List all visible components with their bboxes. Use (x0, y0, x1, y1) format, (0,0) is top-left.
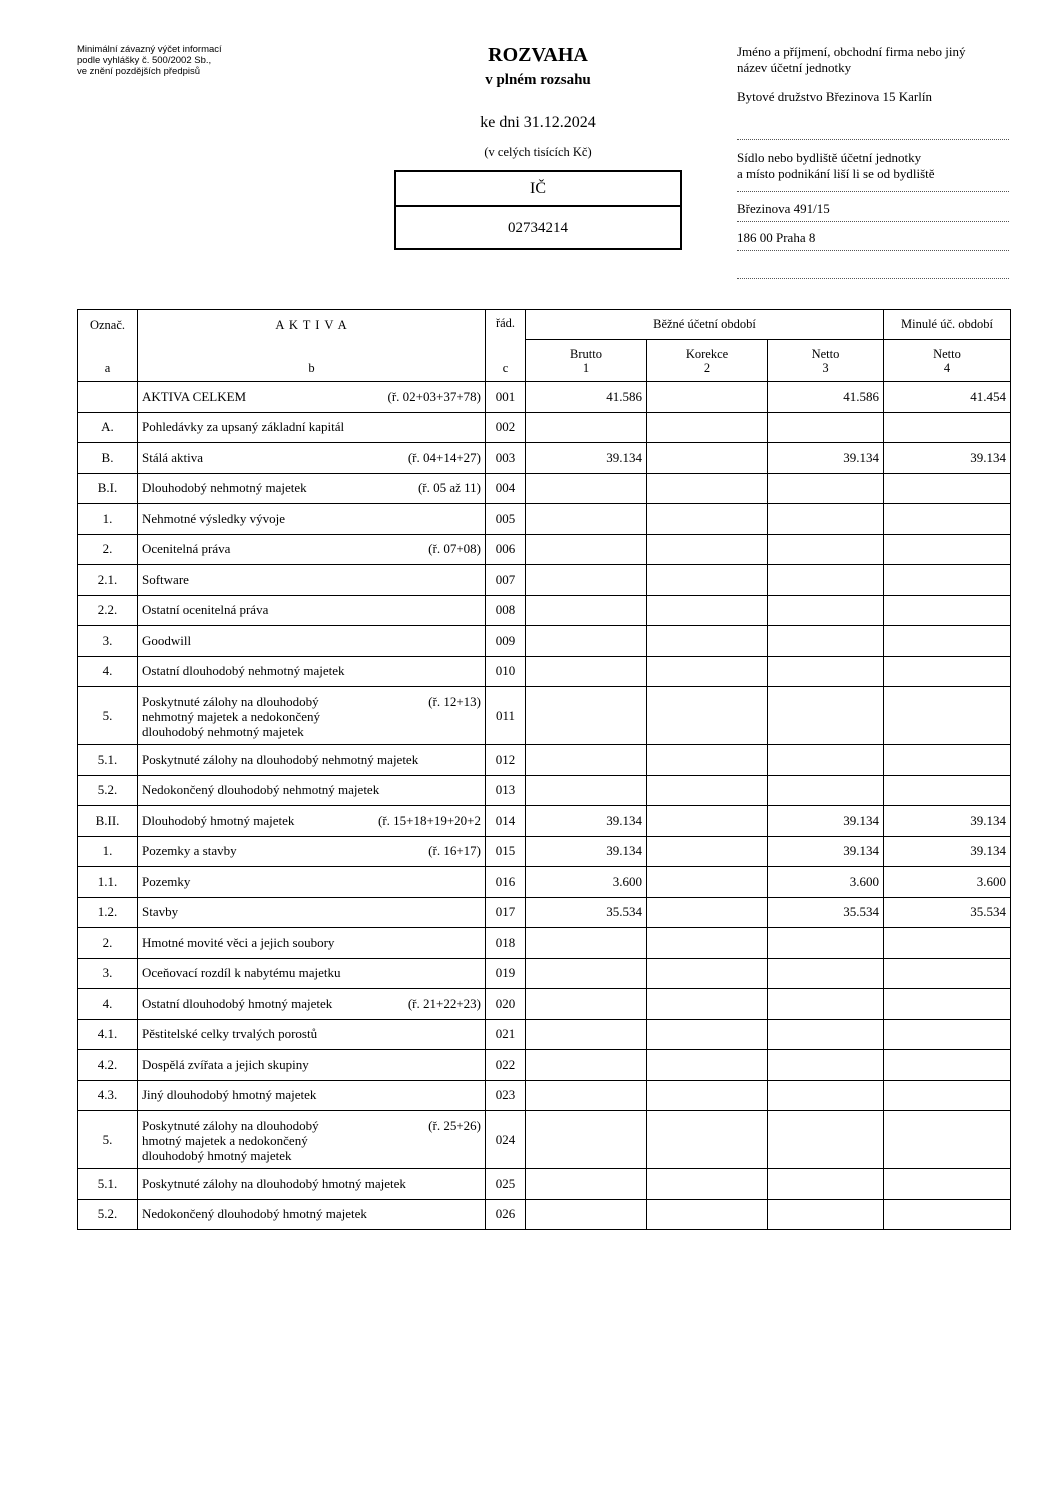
table-row (78, 1111, 1011, 1169)
row-label-cell (138, 745, 486, 776)
header-netto-prev-label: Netto (933, 346, 961, 361)
row-line-number: 023 (486, 1080, 526, 1111)
brutto-value (526, 595, 647, 626)
document-subtitle: v plném rozsahu (485, 72, 591, 88)
brutto-value: 35.534 (526, 897, 647, 928)
korekce-value (647, 1019, 768, 1050)
table-row (78, 1019, 1011, 1050)
netto-previous-value: 39.134 (884, 443, 1011, 474)
row-name-line: Poskytnuté zálohy na dlouhodobý (142, 1118, 319, 1133)
netto-previous-value (884, 958, 1011, 989)
row-formula: (ř. 12+13) (428, 694, 481, 709)
row-name: Oceňovací rozdíl k nabytému majetku (142, 965, 341, 981)
brutto-value: 39.134 (526, 806, 647, 837)
netto-previous-value (884, 1019, 1011, 1050)
netto-previous-value: 35.534 (884, 897, 1011, 928)
header-oznac (78, 310, 138, 382)
netto-value (768, 1080, 884, 1111)
brutto-value (526, 989, 647, 1020)
row-mark: 5.1. (78, 745, 138, 776)
table-row (78, 928, 1011, 959)
netto-previous-value (884, 656, 1011, 687)
netto-value: 41.586 (768, 382, 884, 413)
row-label-cell (138, 1111, 486, 1169)
row-line-number: 025 (486, 1169, 526, 1200)
table-row (78, 443, 1011, 474)
row-line-number: 002 (486, 412, 526, 443)
row-formula: (ř. 16+17) (428, 843, 481, 859)
korekce-value (647, 687, 768, 745)
row-line-number: 015 (486, 836, 526, 867)
units-note: (v celých tisících Kč) (484, 145, 592, 159)
row-name-line: nehmotný majetek a nedokončený (142, 709, 320, 724)
korekce-value (647, 745, 768, 776)
entity-city: 186 00 Praha 8 (737, 230, 816, 245)
row-mark: 2.2. (78, 595, 138, 626)
brutto-value (526, 775, 647, 806)
brutto-value (526, 1080, 647, 1111)
ic-label: IČ (396, 172, 680, 207)
brutto-value (526, 1050, 647, 1081)
row-name: Dlouhodobý nehmotný majetek (142, 480, 307, 496)
row-label-cell (138, 897, 486, 928)
table-row (78, 1050, 1011, 1081)
row-label-cell (138, 656, 486, 687)
brutto-value (526, 928, 647, 959)
netto-previous-value: 3.600 (884, 867, 1011, 898)
header-aktiva (138, 310, 486, 382)
row-name: Software (142, 571, 189, 587)
row-line-number: 019 (486, 958, 526, 989)
row-label-cell (138, 836, 486, 867)
korekce-value (647, 775, 768, 806)
korekce-value (647, 382, 768, 413)
korekce-value (647, 1050, 768, 1081)
header-brutto-num: 1 (582, 360, 590, 375)
header-korekce-num: 2 (703, 360, 711, 375)
row-label-cell (138, 595, 486, 626)
korekce-value (647, 897, 768, 928)
korekce-value (647, 1199, 768, 1230)
row-label-cell (138, 1169, 486, 1200)
row-label-cell (138, 1019, 486, 1050)
header-netto-num: 3 (822, 360, 829, 375)
row-line-number: 004 (486, 473, 526, 504)
ic-value: 02734214 (508, 220, 568, 236)
table-row (78, 897, 1011, 928)
header-rad-label: řád. (495, 316, 516, 330)
table-row (78, 867, 1011, 898)
netto-previous-value (884, 928, 1011, 959)
row-line-number: 010 (486, 656, 526, 687)
row-line-number: 026 (486, 1199, 526, 1230)
header-brutto-label: Brutto (570, 346, 602, 361)
entity-name-label (737, 44, 1009, 76)
row-name: Stálá aktiva (142, 449, 204, 465)
row-line-number: 003 (486, 443, 526, 474)
header-current-period: Běžné účetní období (526, 310, 884, 340)
row-label-cell (138, 1080, 486, 1111)
netto-value (768, 989, 884, 1020)
row-line-number: 001 (486, 382, 526, 413)
row-label-cell (138, 412, 486, 443)
header-previous-period: Minulé úč. období (884, 310, 1011, 340)
row-mark: 5.2. (78, 1199, 138, 1230)
row-name: Pozemky (142, 873, 191, 889)
korekce-value (647, 989, 768, 1020)
header-netto (768, 340, 884, 382)
row-formula: (ř. 25+26) (428, 1118, 481, 1133)
report-date: ke dni 31.12.2024 (480, 114, 596, 131)
row-name-line: dlouhodobý hmotný majetek (142, 1148, 292, 1163)
header-netto-prev-num: 4 (943, 360, 951, 375)
table-row (78, 806, 1011, 837)
row-formula: (ř. 02+03+37+78) (387, 388, 481, 404)
row-label-cell (138, 806, 486, 837)
row-label-cell (138, 473, 486, 504)
korekce-value (647, 1080, 768, 1111)
row-name (142, 1118, 319, 1163)
korekce-value (647, 412, 768, 443)
netto-previous-value: 39.134 (884, 806, 1011, 837)
row-label-cell (138, 443, 486, 474)
row-name: Nedokončený dlouhodobý hmotný majetek (142, 1206, 367, 1222)
row-name: Pohledávky za upsaný základní kapitál (142, 419, 345, 435)
netto-previous-value (884, 1169, 1011, 1200)
divider (737, 278, 1009, 279)
header-col-a: a (104, 361, 111, 375)
korekce-value (647, 806, 768, 837)
netto-previous-value (884, 1111, 1011, 1169)
header-netto-previous (884, 340, 1011, 382)
brutto-value (526, 1019, 647, 1050)
row-formula: (ř. 15+18+19+20+2 (378, 812, 481, 828)
row-name: Ocenitelná práva (142, 541, 231, 557)
table-row (78, 595, 1011, 626)
brutto-value: 3.600 (526, 867, 647, 898)
brutto-value (526, 1199, 647, 1230)
netto-value (768, 1169, 884, 1200)
row-name: Ostatní ocenitelná práva (142, 602, 269, 618)
netto-value (768, 958, 884, 989)
brutto-value (526, 626, 647, 657)
korekce-value (647, 836, 768, 867)
table-row (78, 775, 1011, 806)
table-row (78, 626, 1011, 657)
korekce-value (647, 595, 768, 626)
header-korekce (647, 340, 768, 382)
korekce-value (647, 504, 768, 535)
netto-value: 39.134 (768, 836, 884, 867)
row-mark: 4. (78, 656, 138, 687)
row-name: Nedokončený dlouhodobý nehmotný majetek (142, 782, 380, 798)
netto-value (768, 1199, 884, 1230)
table-row (78, 1199, 1011, 1230)
header-col-c: c (502, 361, 509, 375)
document-title: ROZVAHA (488, 44, 588, 66)
table-row (78, 958, 1011, 989)
row-mark: 5.2. (78, 775, 138, 806)
brutto-value (526, 504, 647, 535)
row-label-cell (138, 565, 486, 596)
row-line-number: 021 (486, 1019, 526, 1050)
netto-value (768, 1019, 884, 1050)
row-name: Jiný dlouhodobý hmotný majetek (142, 1087, 317, 1103)
netto-value (768, 745, 884, 776)
row-label-cell (138, 1199, 486, 1230)
row-line-number: 006 (486, 534, 526, 565)
row-name: AKTIVA CELKEM (142, 388, 247, 404)
row-mark: 2. (78, 928, 138, 959)
brutto-value (526, 534, 647, 565)
row-formula: (ř. 07+08) (428, 541, 481, 557)
netto-previous-value (884, 412, 1011, 443)
row-name: Dospělá zvířata a jejich skupiny (142, 1056, 309, 1072)
row-label-cell (138, 534, 486, 565)
netto-previous-value (884, 565, 1011, 596)
divider (737, 250, 1009, 251)
row-name-line: hmotný majetek a nedokončený (142, 1133, 308, 1148)
divider (737, 139, 1009, 140)
table-row (78, 1080, 1011, 1111)
table-row (78, 687, 1011, 745)
row-name: Poskytnuté zálohy na dlouhodobý nehmotný majetek (142, 751, 419, 767)
row-line-number: 016 (486, 867, 526, 898)
row-name: Goodwill (142, 632, 192, 648)
korekce-value (647, 565, 768, 596)
row-mark: 3. (78, 958, 138, 989)
row-line-number: 012 (486, 745, 526, 776)
row-label-cell (138, 958, 486, 989)
divider (737, 221, 1009, 222)
row-label-cell (138, 989, 486, 1020)
balance-sheet-table (77, 309, 1011, 1230)
row-mark: B.II. (78, 806, 138, 837)
entity-name-label-line: název účetní jednotky (737, 60, 852, 75)
row-label-cell (138, 867, 486, 898)
header-rad (486, 310, 526, 382)
netto-value (768, 595, 884, 626)
netto-value: 39.134 (768, 806, 884, 837)
row-label-cell (138, 1050, 486, 1081)
netto-previous-value (884, 1050, 1011, 1081)
table-row (78, 656, 1011, 687)
korekce-value (647, 928, 768, 959)
brutto-value (526, 656, 647, 687)
brutto-value: 41.586 (526, 382, 647, 413)
netto-value (768, 565, 884, 596)
brutto-value (526, 1111, 647, 1169)
row-mark: 1. (78, 836, 138, 867)
row-line-number: 024 (486, 1111, 526, 1169)
row-label-cell (138, 775, 486, 806)
row-name: Ostatní dlouhodobý nehmotný majetek (142, 663, 345, 679)
row-line-number: 005 (486, 504, 526, 535)
row-mark: 2. (78, 534, 138, 565)
netto-previous-value (884, 595, 1011, 626)
row-mark: 4. (78, 989, 138, 1020)
netto-value (768, 775, 884, 806)
row-mark (78, 382, 138, 413)
netto-previous-value (884, 1080, 1011, 1111)
table-row (78, 836, 1011, 867)
netto-value (768, 626, 884, 657)
korekce-value (647, 1111, 768, 1169)
netto-previous-value (884, 534, 1011, 565)
netto-previous-value (884, 775, 1011, 806)
table-row (78, 989, 1011, 1020)
netto-previous-value (884, 687, 1011, 745)
row-mark: 2.1. (78, 565, 138, 596)
korekce-value (647, 958, 768, 989)
header-brutto (526, 340, 647, 382)
header-col-b: b (308, 361, 315, 375)
header-netto-label: Netto (811, 346, 840, 361)
entity-street: Březinova 491/15 (737, 201, 830, 216)
header-aktiva-label: A K T I V A (275, 318, 348, 332)
row-line-number: 011 (486, 687, 526, 745)
netto-value (768, 1111, 884, 1169)
row-name: Stavby (142, 904, 179, 920)
table-row (78, 565, 1011, 596)
row-label-cell (138, 928, 486, 959)
row-mark: B. (78, 443, 138, 474)
row-name: Pozemky a stavby (142, 843, 237, 859)
korekce-value (647, 473, 768, 504)
row-mark: 1. (78, 504, 138, 535)
row-formula: (ř. 04+14+27) (407, 449, 481, 465)
row-mark: A. (78, 412, 138, 443)
row-name: Poskytnuté zálohy na dlouhodobý hmotný majetek (142, 1175, 406, 1191)
legal-note (77, 44, 277, 77)
row-name: Nehmotné výsledky vývoje (142, 510, 285, 526)
row-label-cell (138, 687, 486, 745)
row-name-line: dlouhodobý nehmotný majetek (142, 724, 304, 739)
brutto-value (526, 958, 647, 989)
row-mark: 4.3. (78, 1080, 138, 1111)
netto-previous-value (884, 989, 1011, 1020)
netto-value (768, 534, 884, 565)
row-name: Hmotné movité věci a jejich soubory (142, 934, 335, 950)
entity-seat-label (737, 150, 1009, 182)
brutto-value (526, 412, 647, 443)
row-line-number: 009 (486, 626, 526, 657)
row-line-number: 013 (486, 775, 526, 806)
korekce-value (647, 443, 768, 474)
netto-value (768, 504, 884, 535)
netto-previous-value: 39.134 (884, 836, 1011, 867)
row-label-cell (138, 504, 486, 535)
netto-value: 3.600 (768, 867, 884, 898)
row-mark: 5.1. (78, 1169, 138, 1200)
table-row (78, 1169, 1011, 1200)
legal-note-line: ve znění pozdějších předpisů (77, 66, 201, 77)
row-name-line: Poskytnuté zálohy na dlouhodobý (142, 694, 319, 709)
brutto-value (526, 745, 647, 776)
table-row (78, 412, 1011, 443)
table-row (78, 473, 1011, 504)
row-line-number: 014 (486, 806, 526, 837)
table-row (78, 382, 1011, 413)
table-row (78, 534, 1011, 565)
header-korekce-label: Korekce (685, 346, 729, 361)
korekce-value (647, 656, 768, 687)
divider (737, 191, 1009, 192)
netto-value (768, 412, 884, 443)
row-mark: 1.1. (78, 867, 138, 898)
row-mark: 1.2. (78, 897, 138, 928)
netto-value (768, 928, 884, 959)
row-line-number: 007 (486, 565, 526, 596)
korekce-value (647, 867, 768, 898)
row-formula: (ř. 05 až 11) (417, 480, 481, 496)
brutto-value (526, 473, 647, 504)
netto-value: 39.134 (768, 443, 884, 474)
header-oznac-label: Označ. (89, 318, 126, 332)
row-mark: 3. (78, 626, 138, 657)
entity-name-label-line: Jméno a příjmení, obchodní firma nebo jiný (737, 44, 966, 59)
brutto-value: 39.134 (526, 443, 647, 474)
row-name: Dlouhodobý hmotný majetek (142, 812, 295, 828)
netto-previous-value (884, 626, 1011, 657)
entity-seat-label-line: Sídlo nebo bydliště účetní jednotky (737, 150, 922, 165)
row-name: Ostatní dlouhodobý hmotný majetek (142, 995, 333, 1011)
legal-note-line: podle vyhlášky č. 500/2002 Sb., (77, 55, 212, 66)
korekce-value (647, 1169, 768, 1200)
brutto-value (526, 687, 647, 745)
row-name (142, 694, 320, 739)
netto-value (768, 656, 884, 687)
legal-note-line: Minimální závazný výčet informací (77, 44, 222, 55)
row-mark: 4.1. (78, 1019, 138, 1050)
netto-value (768, 1050, 884, 1081)
entity-seat-label-line: a místo podnikání liší li se od bydliště (737, 166, 935, 181)
row-mark: 5. (78, 1111, 138, 1169)
ic-box (394, 170, 682, 250)
entity-name: Bytové družstvo Březinova 15 Karlín (737, 89, 932, 104)
row-name: Pěstitelské celky trvalých porostů (142, 1026, 318, 1042)
row-label-cell (138, 382, 486, 413)
korekce-value (647, 534, 768, 565)
brutto-value: 39.134 (526, 836, 647, 867)
netto-previous-value: 41.454 (884, 382, 1011, 413)
row-line-number: 022 (486, 1050, 526, 1081)
netto-value (768, 473, 884, 504)
brutto-value (526, 565, 647, 596)
row-line-number: 008 (486, 595, 526, 626)
netto-previous-value (884, 473, 1011, 504)
brutto-value (526, 1169, 647, 1200)
netto-value (768, 687, 884, 745)
row-line-number: 018 (486, 928, 526, 959)
row-label-cell (138, 626, 486, 657)
row-mark: 4.2. (78, 1050, 138, 1081)
netto-previous-value (884, 1199, 1011, 1230)
row-line-number: 017 (486, 897, 526, 928)
row-formula: (ř. 21+22+23) (407, 995, 481, 1011)
row-line-number: 020 (486, 989, 526, 1020)
table-row (78, 504, 1011, 535)
netto-value: 35.534 (768, 897, 884, 928)
table-row (78, 745, 1011, 776)
row-mark: B.I. (78, 473, 138, 504)
netto-previous-value (884, 504, 1011, 535)
netto-previous-value (884, 745, 1011, 776)
row-mark: 5. (78, 687, 138, 745)
korekce-value (647, 626, 768, 657)
